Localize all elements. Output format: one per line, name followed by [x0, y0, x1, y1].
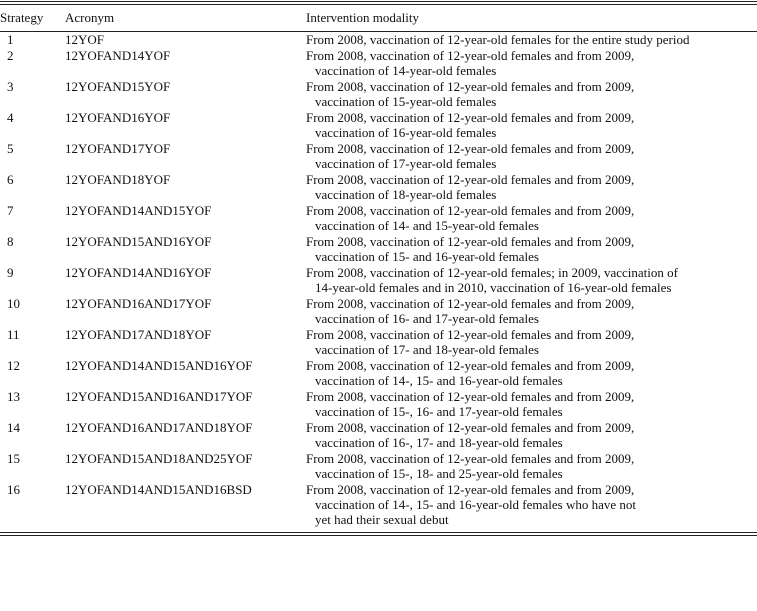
modality-line: From 2008, vaccination of 12-year-old females and from 2009,: [306, 172, 635, 187]
table-row: [0, 296, 757, 327]
table-row: [0, 451, 757, 482]
intervention-modality-cell: [306, 141, 757, 172]
intervention-modality-cell: [306, 420, 757, 451]
modality-line: vaccination of 14-year-old females: [315, 63, 497, 78]
intervention-modality-cell: [306, 451, 757, 482]
acronym-cell: 12YOFAND14AND15AND16YOF: [65, 358, 253, 373]
modality-line: From 2008, vaccination of 12-year-old females and from 2009,: [306, 48, 635, 63]
acronym-cell: 12YOFAND16AND17YOF: [65, 296, 212, 311]
intervention-modality-cell: [306, 110, 757, 141]
modality-line: vaccination of 14-, 15- and 16-year-old females: [315, 373, 563, 388]
strategy-number: 14: [7, 420, 20, 435]
table-row: [0, 32, 757, 48]
modality-line: vaccination of 16-year-old females: [315, 125, 497, 140]
strategy-number: 5: [7, 141, 14, 156]
table-row: [0, 48, 757, 79]
strategy-number: 13: [7, 389, 20, 404]
modality-line: From 2008, vaccination of 12-year-old females and from 2009,: [306, 141, 635, 156]
table-row: [0, 482, 757, 528]
strategy-number: 7: [7, 203, 14, 218]
strategy-number: 2: [7, 48, 14, 63]
header-intervention-modality: Intervention modality: [306, 10, 420, 25]
modality-line: From 2008, vaccination of 12-year-old females for the entire study period: [306, 32, 690, 47]
intervention-modality-cell: [306, 79, 757, 110]
table-row: [0, 79, 757, 110]
header-strategy: Strategy: [0, 10, 44, 25]
modality-line: vaccination of 15-, 18- and 25-year-old females: [315, 466, 563, 481]
table-row: [0, 389, 757, 420]
modality-line: vaccination of 18-year-old females: [315, 187, 497, 202]
strategy-number: 6: [7, 172, 14, 187]
modality-line: vaccination of 15-year-old females: [315, 94, 497, 109]
strategy-number: 10: [7, 296, 20, 311]
table-row: [0, 110, 757, 141]
intervention-modality-cell: [306, 296, 757, 327]
modality-line: vaccination of 17- and 18-year-old females: [315, 342, 539, 357]
intervention-modality-cell: [306, 32, 757, 48]
strategy-number: 8: [7, 234, 14, 249]
modality-line: vaccination of 14-, 15- and 16-year-old females who have not: [315, 497, 637, 512]
acronym-cell: 12YOFAND16YOF: [65, 110, 171, 125]
strategy-number: 12: [7, 358, 20, 373]
intervention-modality-cell: [306, 172, 757, 203]
intervention-modality-cell: [306, 203, 757, 234]
acronym-cell: 12YOFAND14AND15YOF: [65, 203, 212, 218]
acronym-cell: 12YOFAND16AND17AND18YOF: [65, 420, 253, 435]
acronym-cell: 12YOFAND15YOF: [65, 79, 171, 94]
modality-line: From 2008, vaccination of 12-year-old females and from 2009,: [306, 327, 635, 342]
strategy-number: 3: [7, 79, 14, 94]
modality-line: From 2008, vaccination of 12-year-old females and from 2009,: [306, 234, 635, 249]
modality-line: From 2008, vaccination of 12-year-old females and from 2009,: [306, 110, 635, 125]
intervention-modality-cell: [306, 358, 757, 389]
table-row: [0, 420, 757, 451]
modality-line: From 2008, vaccination of 12-year-old females and from 2009,: [306, 420, 635, 435]
intervention-modality-cell: [306, 48, 757, 79]
intervention-modality-cell: [306, 482, 757, 528]
acronym-cell: 12YOFAND18YOF: [65, 172, 171, 187]
strategy-table: [0, 5, 757, 31]
strategy-table-body: [0, 32, 757, 528]
modality-line: 14-year-old females and in 2010, vaccination of 16-year-old females: [315, 280, 672, 295]
modality-line: vaccination of 16- and 17-year-old females: [315, 311, 539, 326]
strategy-number: 15: [7, 451, 20, 466]
intervention-modality-cell: [306, 234, 757, 265]
header-row: [0, 5, 757, 31]
modality-line: vaccination of 14- and 15-year-old females: [315, 218, 539, 233]
table-row: [0, 141, 757, 172]
modality-line: vaccination of 17-year-old females: [315, 156, 497, 171]
bottom-rule: [0, 532, 757, 536]
modality-line: yet had their sexual debut: [315, 512, 449, 527]
strategy-number: 4: [7, 110, 14, 125]
modality-line: From 2008, vaccination of 12-year-old females and from 2009,: [306, 451, 635, 466]
modality-line: From 2008, vaccination of 12-year-old females and from 2009,: [306, 389, 635, 404]
table-row: [0, 265, 757, 296]
table-row: [0, 327, 757, 358]
modality-line: From 2008, vaccination of 12-year-old females and from 2009,: [306, 358, 635, 373]
modality-line: From 2008, vaccination of 12-year-old females and from 2009,: [306, 203, 635, 218]
modality-line: From 2008, vaccination of 12-year-old females and from 2009,: [306, 79, 635, 94]
acronym-cell: 12YOF: [65, 32, 105, 47]
modality-line: From 2008, vaccination of 12-year-old females and from 2009,: [306, 296, 635, 311]
modality-line: From 2008, vaccination of 12-year-old females and from 2009,: [306, 482, 635, 497]
strategy-number: 11: [7, 327, 20, 342]
strategy-number: 16: [7, 482, 20, 497]
acronym-cell: 12YOFAND15AND16YOF: [65, 234, 212, 249]
acronym-cell: 12YOFAND14YOF: [65, 48, 171, 63]
strategy-number: 9: [7, 265, 14, 280]
modality-line: From 2008, vaccination of 12-year-old females; in 2009, vaccination of: [306, 265, 678, 280]
acronym-cell: 12YOFAND15AND16AND17YOF: [65, 389, 253, 404]
header-acronym: Acronym: [65, 10, 115, 25]
strategy-number: 1: [7, 32, 14, 47]
modality-line: vaccination of 15-, 16- and 17-year-old females: [315, 404, 563, 419]
acronym-cell: 12YOFAND15AND18AND25YOF: [65, 451, 253, 466]
modality-line: vaccination of 15- and 16-year-old females: [315, 249, 539, 264]
table-row: [0, 203, 757, 234]
table-row: [0, 234, 757, 265]
table-row: [0, 358, 757, 389]
acronym-cell: 12YOFAND14AND15AND16BSD: [65, 482, 252, 497]
table-row: [0, 172, 757, 203]
intervention-modality-cell: [306, 389, 757, 420]
acronym-cell: 12YOFAND14AND16YOF: [65, 265, 212, 280]
intervention-modality-cell: [306, 327, 757, 358]
acronym-cell: 12YOFAND17AND18YOF: [65, 327, 212, 342]
acronym-cell: 12YOFAND17YOF: [65, 141, 171, 156]
modality-line: vaccination of 16-, 17- and 18-year-old females: [315, 435, 563, 450]
intervention-modality-cell: [306, 265, 757, 296]
